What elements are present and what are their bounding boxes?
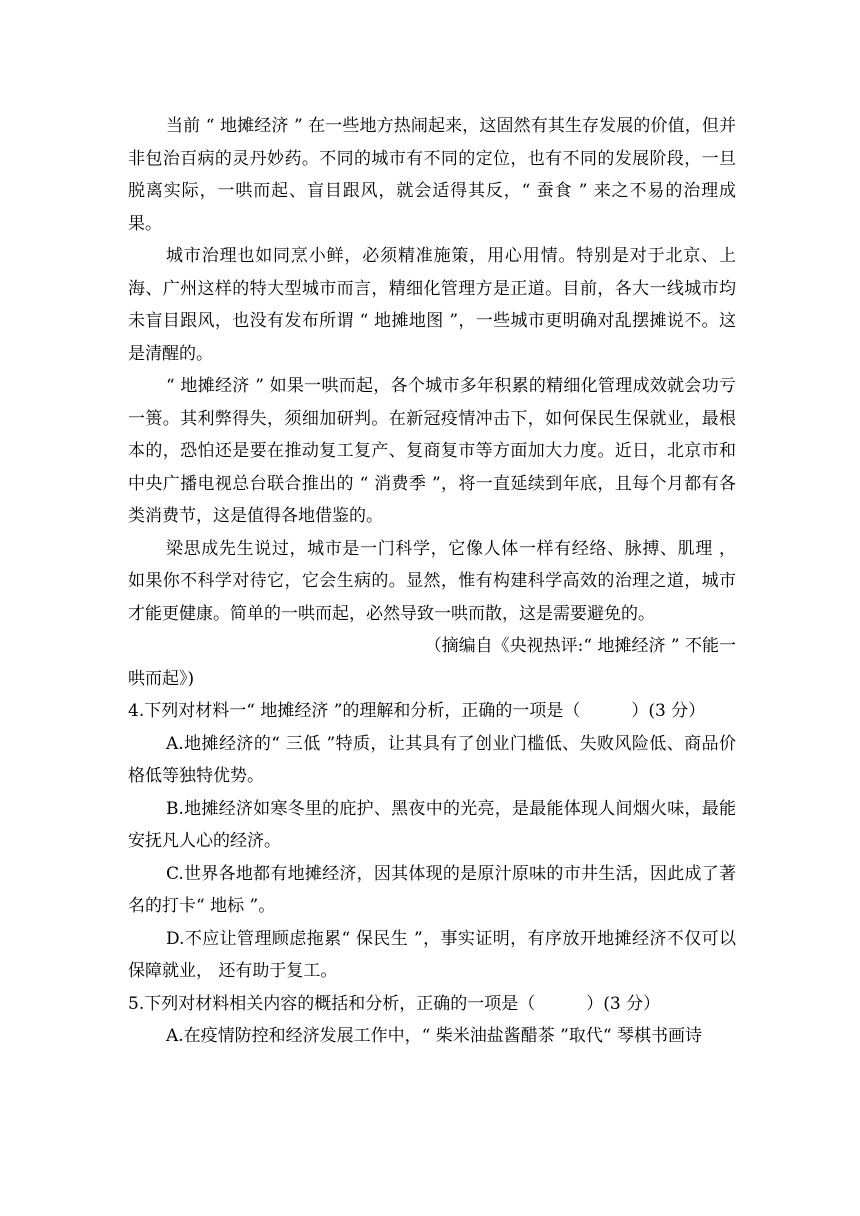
question-4-option-b: B.地摊经济如寒冬里的庇护、黑夜中的光亮，是最能体现人间烟火味，最能安抚凡人心的经济。 [128, 798, 736, 851]
question-5-stem: 5.下列对材料相关内容的概括和分析，正确的一项是（ ）(3 分） [128, 993, 661, 1014]
question-5-option-a: A.在疫情防控和经济发展工作中，“ 柴米油盐酱醋茶 ”取代“ 琴棋书画诗 [166, 1026, 702, 1046]
source-citation-line-2: 哄而起》) [128, 668, 195, 689]
source-citation-line-1: （摘编自《央视热评:“ 地摊经济 ” 不能一 [424, 636, 736, 656]
passage-paragraph-3: “ 地摊经济 ” 如果一哄而起，各个城市多年积累的精细化管理成效就会功亏一篑。其利弊得失，须细加研判。在新冠疫情冲击下，如何保民生保就业，最根本的，恐怕还是要在推动复工复产、复商复市等方面加大力度。近日，北京市和中央广播电视总台联合推出的 “ 消费季 ”，将一直延续到年底，且每个月都有各类消费节，这是值得各地借鉴的。 [128, 376, 736, 526]
passage-paragraph-2: 城市治理也如同烹小鲜，必须精准施策，用心用情。特别是对于北京、上海、广州这样的特大型城市而言，精细化管理方是正道。目前，各大一线城市均未盲目跟风，也没有发布所谓 “ 地摊地图 ”，一些城市更明确对乱摆摊说不。这是清醒的。 [128, 246, 736, 364]
passage-paragraph-4: 梁思成先生说过，城市是一门科学，它像人体一样有经络、脉搏、肌理 ， 如果你不科学对待它，它会生病的。显然，惟有构建科学高效的治理之道，城市才能更健康。简单的一哄而起，必然导致一哄而散，这是需要避免的。 [128, 538, 736, 624]
document-page [128, 0, 736, 1053]
question-4-option-d: D.不应让管理顾虑拖累“ 保民生 ”，事实证明，有序放开地摊经济不仅可以保障就业， 还有助于复工。 [128, 928, 736, 981]
question-4-stem: 4.下列对材料一“ 地摊经济 ”的理解和分析，正确的一项是（ ）(3 分） [128, 701, 706, 721]
question-4-option-a: A.地摊经济的“ 三低 ”特质，让其具有了创业门槛低、失败风险低、商品价格低等独特优势。 [128, 733, 736, 786]
passage-paragraph-1: 当前 “ 地摊经济 ” 在一些地方热闹起来，这固然有其生存发展的价值，但并非包治百病的灵丹妙药。不同的城市有不同的定位，也有不同的发展阶段，一旦脱离实际，一哄而起、盲目跟风，就会适得其反，“ 蚕食 ” 来之不易的治理成果。 [128, 116, 736, 234]
question-4-option-c: C.世界各地都有地摊经济，因其体现的是原汁原味的市井生活，因此成了著名的打卡“ 地标 ”。 [128, 863, 736, 916]
